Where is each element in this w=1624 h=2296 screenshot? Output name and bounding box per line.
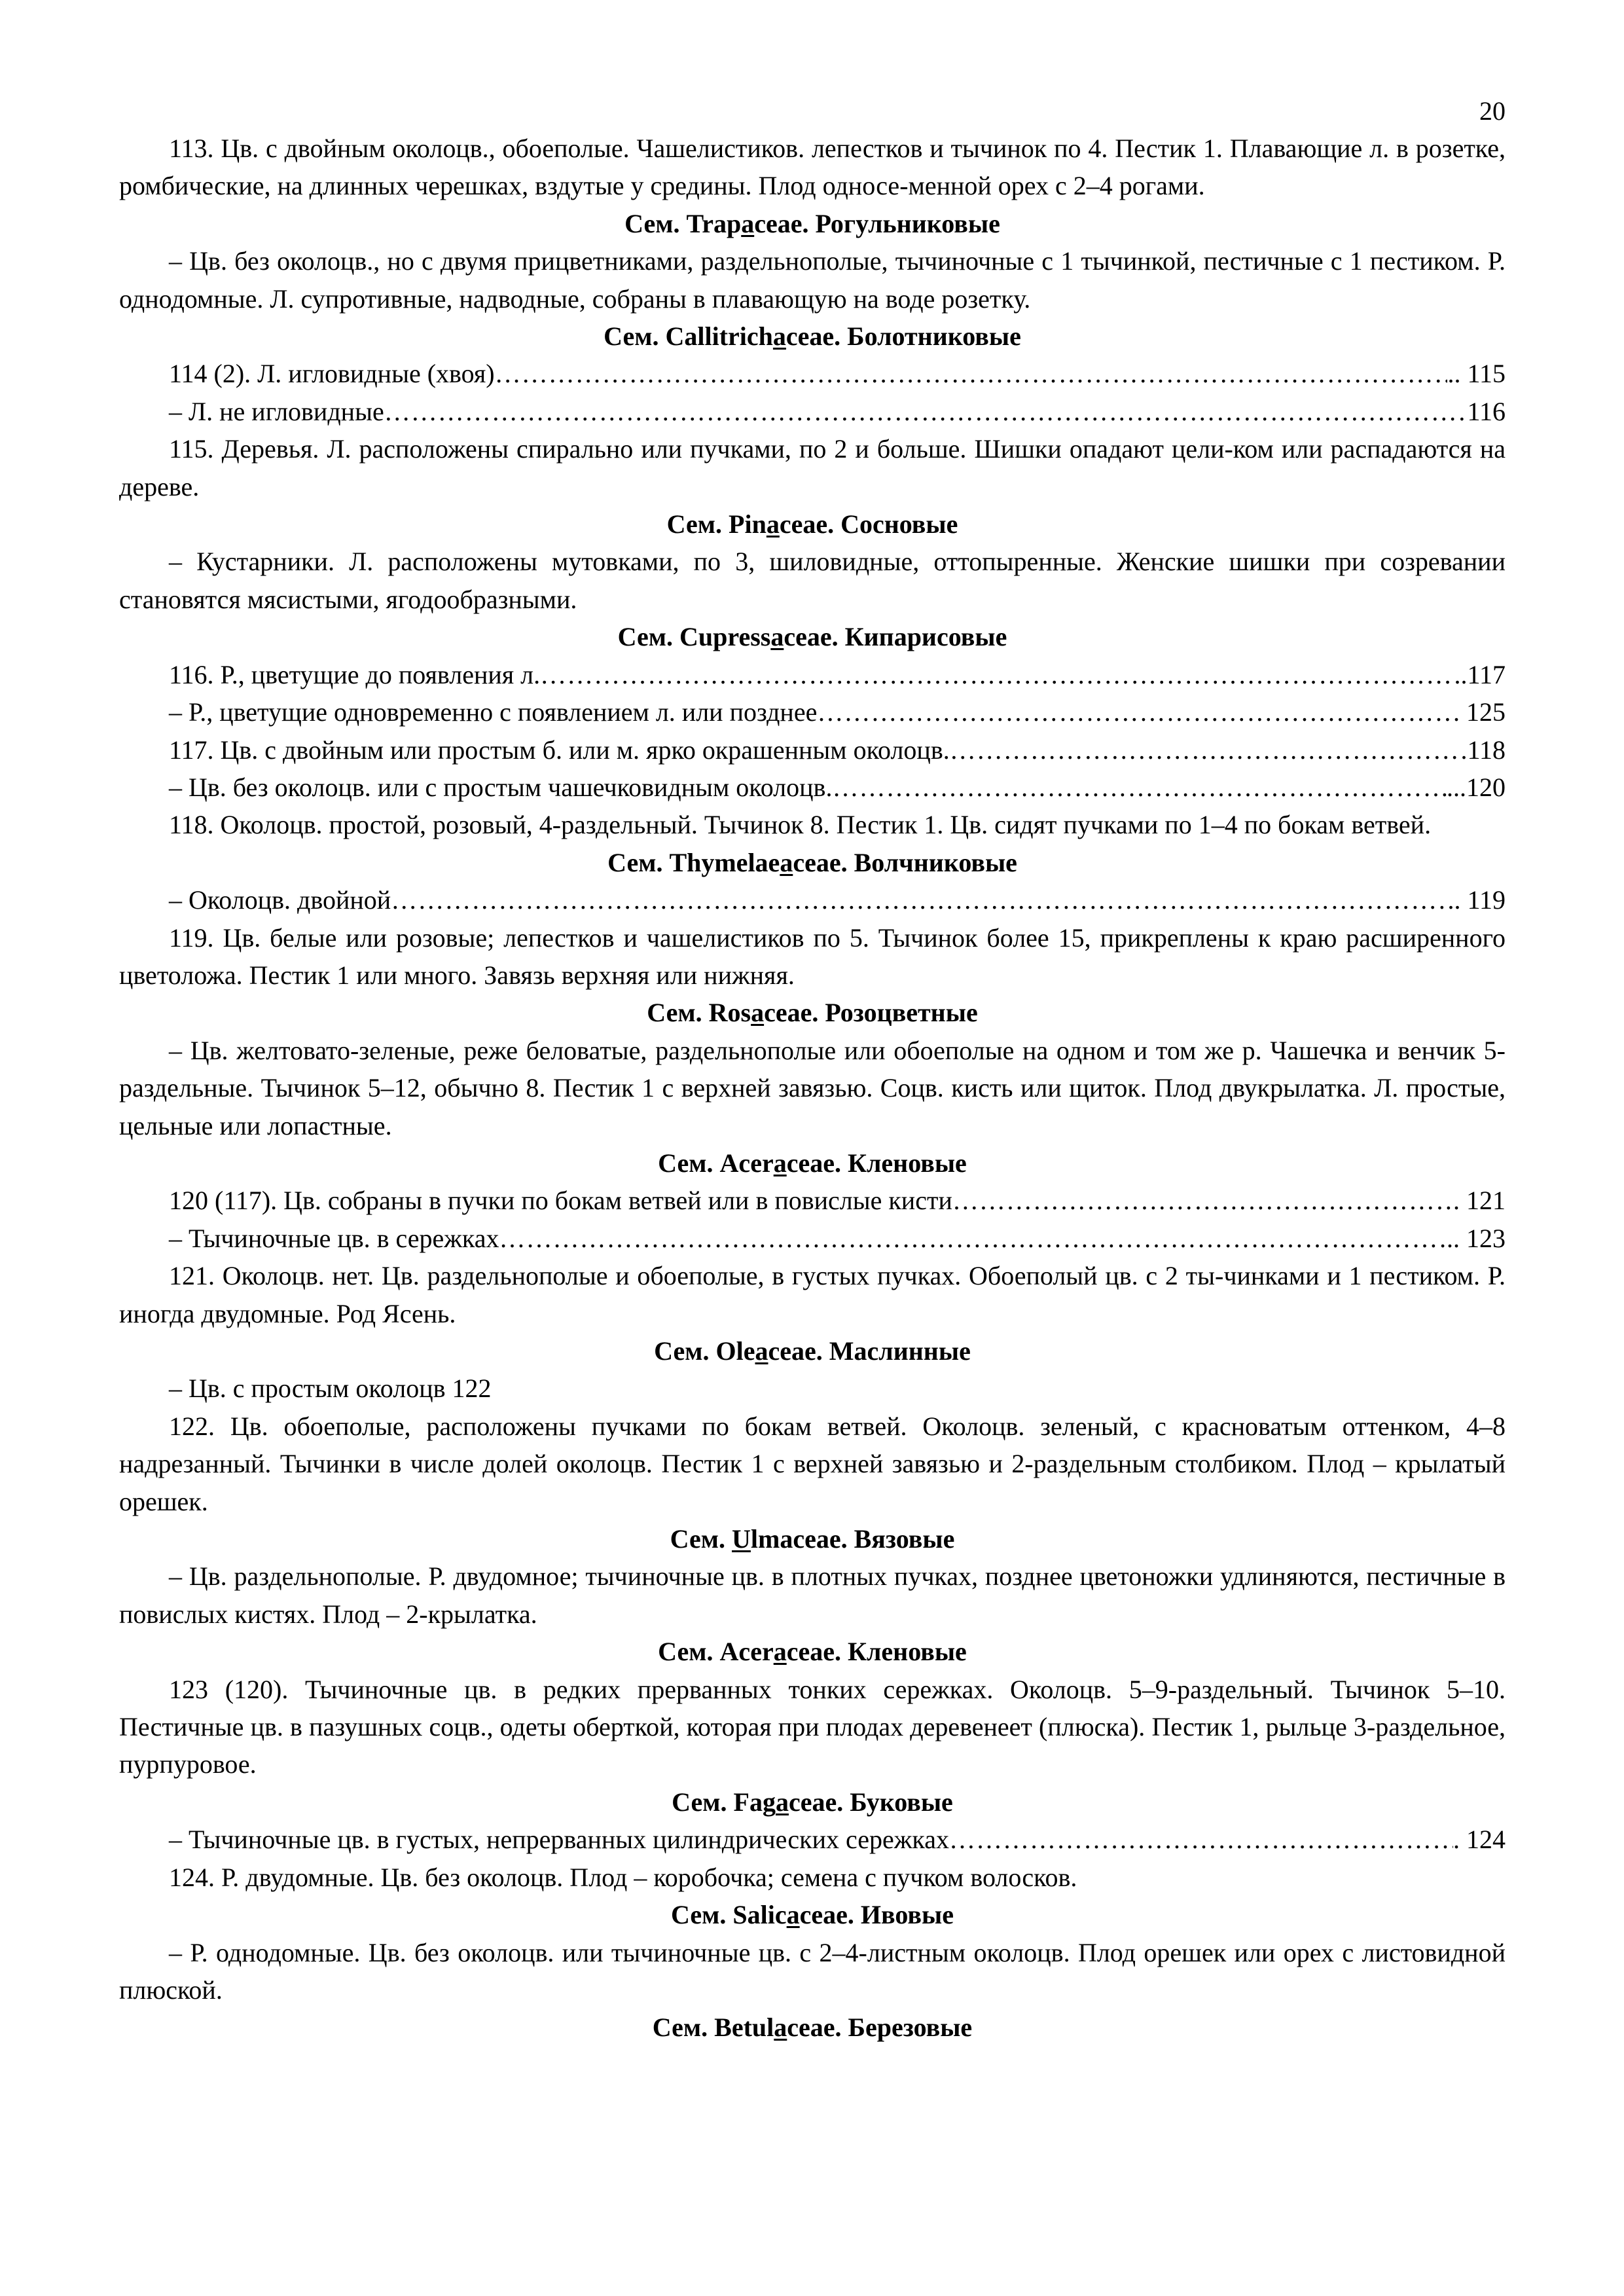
family-name-suffix: ceae. Буковые [788,1787,953,1817]
key-couplet-line [119,1821,1506,1858]
key-paragraph: 115. Деревья. Л. расположены спирально или пучками, по 2 и больше. Шишки опадают цели-ком или распадаются на дереве. [119,434,1506,501]
stressed-letter: a [751,998,765,1028]
family-heading [119,1520,1506,1558]
stressed-letter: a [766,509,780,539]
stressed-letter: a [755,1336,768,1366]
couplet-text: – Р., цветущие одновременно с появлением л. или позднее [169,697,818,727]
key-couplet-line [119,769,1506,806]
key-couplet-line [119,355,1506,392]
stressed-letter: a [772,321,786,352]
key-paragraph: 121. Околоцв. нет. Цв. раздельнополые и обоеполые, в густых пучках. Обоеполый цв. с 2 ты-чинками и 1 пестиком. Р. иногда двудомные. Род Ясень. [119,1261,1506,1328]
stressed-letter: a [773,1637,787,1667]
family-heading [119,2009,1506,2046]
stressed-letter: a [770,622,784,652]
couplet-text: – Цв. без околоцв. или с простым чашечковидным околоцв. [169,772,833,802]
key-paragraph: – Р. однодомные. Цв. без околоцв. или тычиночные цв. с 2–4-листным околоцв. Плод орешек или орех с листовидной плюской. [119,1937,1506,2005]
key-paragraph: – Цв. с простым околоцв 122 [169,1374,492,1404]
key-couplet-line [119,656,1506,693]
key-paragraph: 122. Цв. обоеполые, расположены пучками по бокам ветвей. Околоцв. зеленый, с красноватым оттенком, 4–8 надрезанный. Тычинки в числе долей околоцв. Пестик 1 с верхней завязью и 2-раздельным столбиком. Плод – крылатый орешек. [119,1411,1506,1516]
key-paragraph: – Цв. раздельнополые. Р. двудомное; тычиночные цв. в плотных пучках, позднее цветоножки удлиняются, пестичные в повислых кистях. Плод – 2-крылатка. [119,1561,1506,1629]
family-name-prefix: Сем. Trap [624,208,742,238]
stressed-letter: a [741,208,755,238]
family-name-prefix: Сем. Fag [672,1787,776,1817]
page-number: 20 [1479,96,1506,126]
couplet-reference-number: ...120 [1447,772,1506,802]
key-paragraph: – Цв. желтовато-зеленые, реже беловатые, раздельнополые или обоеполые на одном и том же р. Чашечка и венчик 5-раздельные. Тычинок 5–12, обычно 8. Пестик 1 с верхней завязью. Соцв. кисть или щиток. Плод двукрылатка. Л. простые, цельные или лопастные. [119,1035,1506,1140]
couplet-reference-number: . 125 [1453,697,1506,727]
key-couplet-line [119,1182,1506,1219]
couplet-text: 117. Цв. с двойным или простым б. или м. ярко окрашенным околоцв. [169,735,950,765]
stressed-letter: a [774,2013,787,2043]
family-heading [119,505,1506,543]
couplet-text: 120 (117). Цв. собраны в пучки по бокам ветвей или в повислые кисти [169,1186,952,1216]
key-paragraph: 113. Цв. с двойным околоцв., обоеполые. Чашелистиков. лепестков и тычинок по 4. Пестик 1. Плавающие л. в розетке, ромбические, на длинных черешках, вздутые у средины. Плод односе-менной орех с 2–4 рогами. [119,134,1506,201]
stressed-letter: a [780,847,793,877]
couplet-reference-number: 116 [1467,396,1506,426]
family-name-suffix: ceae. Ивовые [799,1900,954,1930]
key-paragraph: 119. Цв. белые или розовые; лепестков и чашелистиков по 5. Тычинок более 15, прикреплены к краю расширенного цветоложа. Пестик 1 или много. Завязь верхняя или нижняя. [119,922,1506,990]
family-name-suffix: ceae. Кипарисовые [784,622,1007,652]
family-name-prefix: Сем. Acer [658,1148,774,1178]
key-paragraph: 124. Р. двудомные. Цв. без околоцв. Плод – коробочка; семена с пучком волосков. [169,1862,1077,1892]
stressed-letter: a [773,1148,787,1178]
family-name-suffix: ceae. Березовые [787,2013,973,2043]
family-name-prefix: Сем. Callitrich [604,321,773,352]
dot-leader [952,1182,1453,1219]
couplet-reference-number: . 121 [1453,1186,1506,1216]
dot-leader [832,769,1447,806]
dot-leader [540,656,1454,693]
key-couplet-line [119,393,1506,430]
stressed-letter: U [732,1524,751,1554]
key-paragraph: 123 (120). Тычиночные цв. в редких прерванных тонких сережках. Околоцв. 5–9-раздельный. Тычинок 5–10. Пестичные цв. в пазушных соцв., одеты оберткой, которая при плодах деревенеет (плюска). Пестик 1, рыльце 3-раздельное, пурпуровое. [119,1674,1506,1779]
couplet-text: – Тычиночные цв. в густых, непрерванных цилиндрических сережках [169,1825,949,1855]
dot-leader [950,731,1461,769]
family-name-suffix: ceae. Кленовые [786,1148,967,1178]
couplet-text: 116. Р., цветущие до появления л. [169,659,541,689]
family-heading [119,844,1506,881]
key-couplet-line [119,693,1506,731]
family-name-suffix: ceae. Кленовые [786,1637,967,1667]
family-heading [119,1332,1506,1370]
family-heading [119,318,1506,355]
key-couplet-line [119,1220,1506,1257]
dot-leader [949,1821,1453,1858]
family-name-suffix: ceae. Сосновые [779,509,958,539]
family-heading [119,1633,1506,1670]
couplet-text: 114 (2). Л. игловидные (хвоя) [169,359,495,389]
botanical-key-content [119,130,1506,2047]
dot-leader [817,693,1453,731]
key-paragraph: – Кустарники. Л. расположены мутовками, по 3, шиловидные, оттопыренные. Женские шишки при созревании становятся мясистыми, ягодообразными. [119,547,1506,614]
family-name-suffix: ceae. Маслинные [768,1336,971,1366]
couplet-reference-number: . 124 [1453,1825,1506,1855]
couplet-reference-number: ..117 [1454,659,1506,689]
key-paragraph: 118. Околоцв. простой, розовый, 4-раздельный. Тычинок 8. Пестик 1. Цв. сидят пучками по 1–4 по бокам ветвей. [169,810,1432,840]
family-heading [119,618,1506,655]
family-name-suffix: ceae. Волчниковые [793,847,1017,877]
family-heading [119,1783,1506,1821]
dot-leader [391,881,1447,919]
family-name-prefix: Сем. Cupress [617,622,771,652]
couplet-reference-number: .. 115 [1447,359,1506,389]
family-name-prefix: Сем. Ros [647,998,751,1028]
family-name-suffix: ceae. Розоцветные [764,998,978,1028]
couplet-reference-number: .. 119 [1447,885,1506,915]
couplet-text: – Околоцв. двойной [169,885,391,915]
family-name-prefix: Сем. [670,1524,732,1554]
dot-leader [499,1220,1447,1257]
dot-leader [495,355,1448,392]
dot-leader [384,393,1468,430]
key-couplet-line [119,731,1506,769]
family-heading [119,205,1506,242]
family-name-suffix: ceae. Болотниковые [785,321,1021,352]
couplet-reference-number: .118 [1460,735,1506,765]
stressed-letter: a [775,1787,789,1817]
family-name-suffix: lmaceae. Вязовые [750,1524,955,1554]
key-paragraph: – Цв. без околоцв., но с двумя прицветниками, раздельнополые, тычиночные с 1 тычинкой, пестичные с 1 пестиком. Р. однодомные. Л. супротивные, надводные, собраны в плавающую на воде розетку. [119,246,1506,314]
family-name-prefix: Сем. Acer [658,1637,774,1667]
couplet-reference-number: .. 123 [1447,1223,1506,1253]
key-couplet-line [119,881,1506,919]
family-name-prefix: Сем. Pin [666,509,767,539]
family-heading [119,1896,1506,1933]
family-heading [119,1144,1506,1182]
family-name-prefix: Сем. Thymelae [607,847,780,877]
couplet-text: – Л. не игловидные [169,396,384,426]
family-heading [119,994,1506,1031]
family-name-prefix: Сем. Ole [654,1336,755,1366]
family-name-suffix: ceae. Рогульниковые [754,208,1000,238]
couplet-text: – Тычиночные цв. в сережках [169,1223,499,1253]
family-name-prefix: Сем. Salic [671,1900,787,1930]
family-name-prefix: Сем. Betul [652,2013,774,2043]
stressed-letter: a [786,1900,800,1930]
